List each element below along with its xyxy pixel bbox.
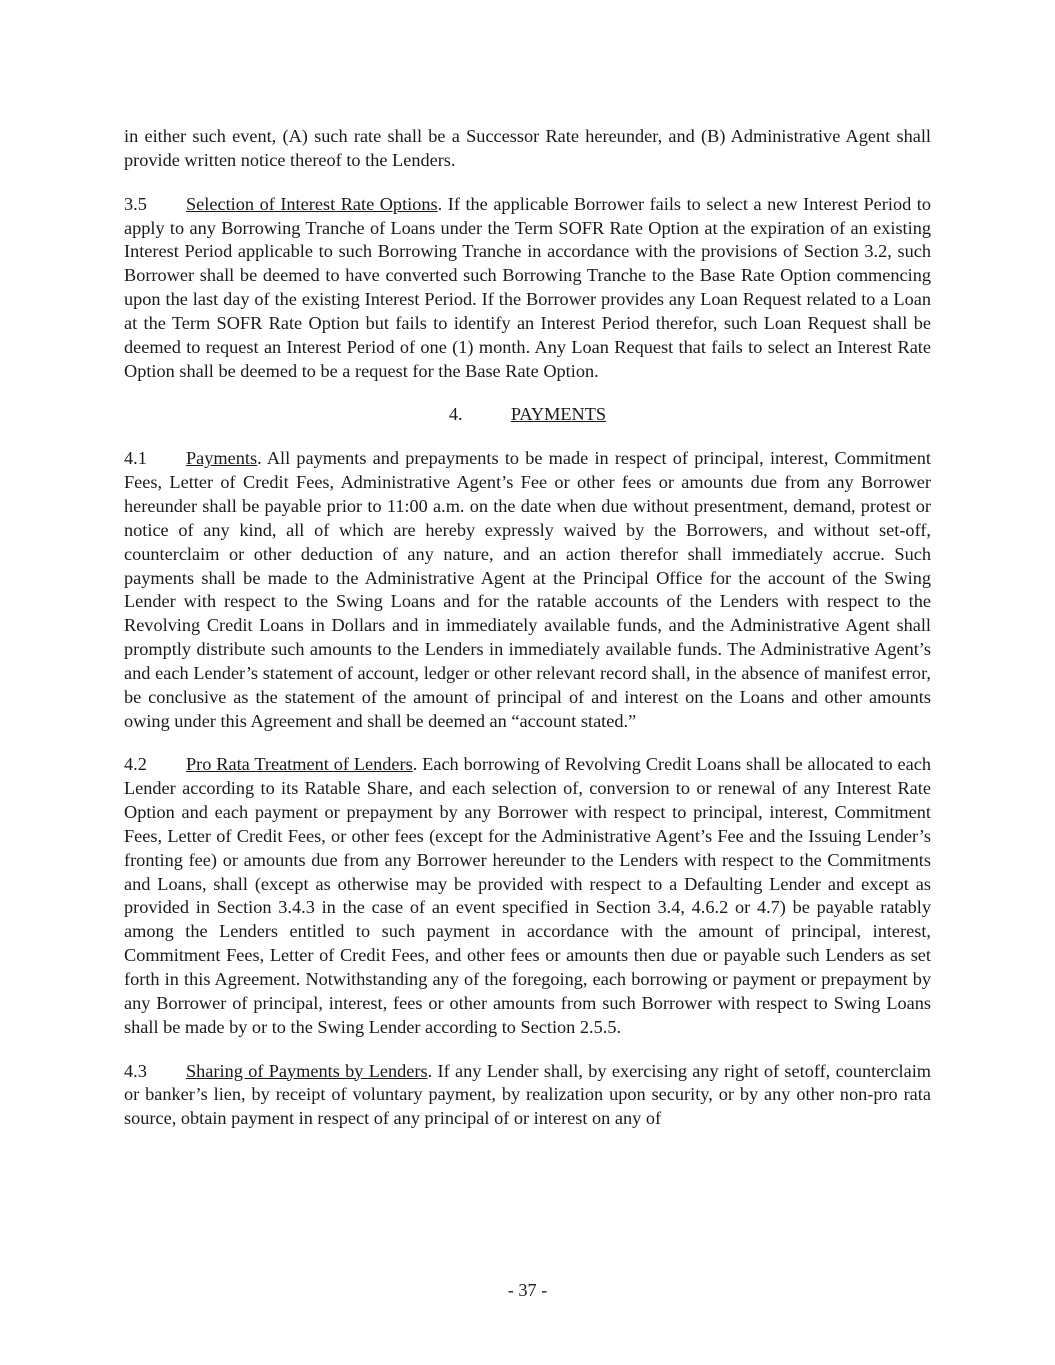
section-title: Selection of Interest Rate Options <box>186 193 438 214</box>
document-page <box>124 125 931 1151</box>
section-title: Payments <box>186 448 258 469</box>
section-text: . If the applicable Borrower fails to select a new Interest Period to apply to any Borrowing Tranche of Loans under the Term SOFR Rate Option at the expiration of an existing Interest Period applicable to such Borrowing Tranche in accordance with the provisions of Section 3.2, such Borrower shall be deemed to have converted such Borrowing Tranche to the Base Rate Option commencing upon the last day of the existing Interest Period. If the Borrower provides any Loan Request related to a Loan at the Term SOFR Rate Option but fails to identify an Interest Period therefor, such Loan Request shall be deemed to request an Interest Period of one (1) month. Any Loan Request that fails to select an Interest Rate Option shall be deemed to be a request for the Base Rate Option. <box>124 193 931 381</box>
section-heading-number: 4. <box>448 404 463 425</box>
section-4-heading <box>124 403 931 427</box>
section-4-1 <box>124 447 931 733</box>
section-text: . Each borrowing of Revolving Credit Loans shall be allocated to each Lender according to its Ratable Share, and each selection of, conversion to or renewal of any Interest Rate Option and each payment or prepayment by any Borrower with respect to principal, interest, Commitment Fees, Letter of Credit Fees, or other fees (except for the Administrative Agent’s Fee and the Issuing Lender’s fronting fee) or amounts due from any Borrower hereunder to the Lenders with respect to the Commitments and Loans, shall (except as otherwise may be provided with respect to a Defaulting Lender and except as provided in Section 3.4.3 in the case of an event specified in Section 3.4, 4.6.2 or 4.7) be payable ratably among the Lenders entitled to such payment in accordance with the amount of principal, interest, Commitment Fees, Letter of Credit Fees, and other fees or amounts then due or payable such Lenders as set forth in this Agreement. Notwithstanding any of the foregoing, each borrowing or payment or prepayment by any Borrower of principal, interest, fees or other amounts from such Borrower with respect to Swing Loans shall be made by or to the Swing Lender according to Section 2.5.5. <box>124 754 931 1037</box>
paragraph-text: in either such event, (A) such rate shall be a Successor Rate hereunder, and (B) Administrative Agent shall provide written notice thereof to the Lenders. <box>124 126 931 170</box>
section-4-3 <box>124 1060 931 1132</box>
section-title: Pro Rata Treatment of Lenders <box>186 754 413 775</box>
section-number: 4.1 <box>124 448 147 469</box>
section-title: Sharing of Payments by Lenders <box>186 1060 428 1081</box>
section-text: . All payments and prepayments to be made in respect of principal, interest, Commitment Fees, Letter of Credit Fees, Administrative Agent’s Fee or other fees or amounts due from any Borrower hereunder shall be payable prior to 11:00 a.m. on the date when due without presentment, demand, protest or notice of any kind, all of which are hereby expressly waived by the Borrowers, and without set-off, counterclaim or other deduction of any nature, and an action therefor shall immediately accrue. Such payments shall be made to the Administrative Agent at the Principal Office for the account of the Swing Lender with respect to the Swing Loans and for the ratable accounts of the Lenders with respect to the Revolving Credit Loans in Dollars and in immediately available funds, and the Administrative Agent shall promptly distribute such amounts to the Lenders in immediately available funds. The Administrative Agent’s and each Lender’s statement of account, ledger or other relevant record shall, in the absence of manifest error, be conclusive as the statement of the amount of principal of and interest on the Loans and other amounts owing under this Agreement and shall be deemed an “account stated.” <box>124 448 931 731</box>
section-text: . If any Lender shall, by exercising any right of setoff, counterclaim or banker’s lien, by receipt of voluntary payment, by realization upon security, or by any other non-pro rata source, obtain payment in respect of any principal of or interest on any of <box>124 1060 931 1129</box>
section-number: 4.2 <box>124 754 147 775</box>
section-heading-title: PAYMENTS <box>510 404 607 425</box>
paragraph-continuation <box>124 125 931 173</box>
page-number: - 37 - <box>507 1280 548 1300</box>
section-4-2 <box>124 753 931 1039</box>
section-number: 3.5 <box>124 193 147 214</box>
section-3-5 <box>124 193 931 384</box>
section-number: 4.3 <box>124 1060 147 1081</box>
